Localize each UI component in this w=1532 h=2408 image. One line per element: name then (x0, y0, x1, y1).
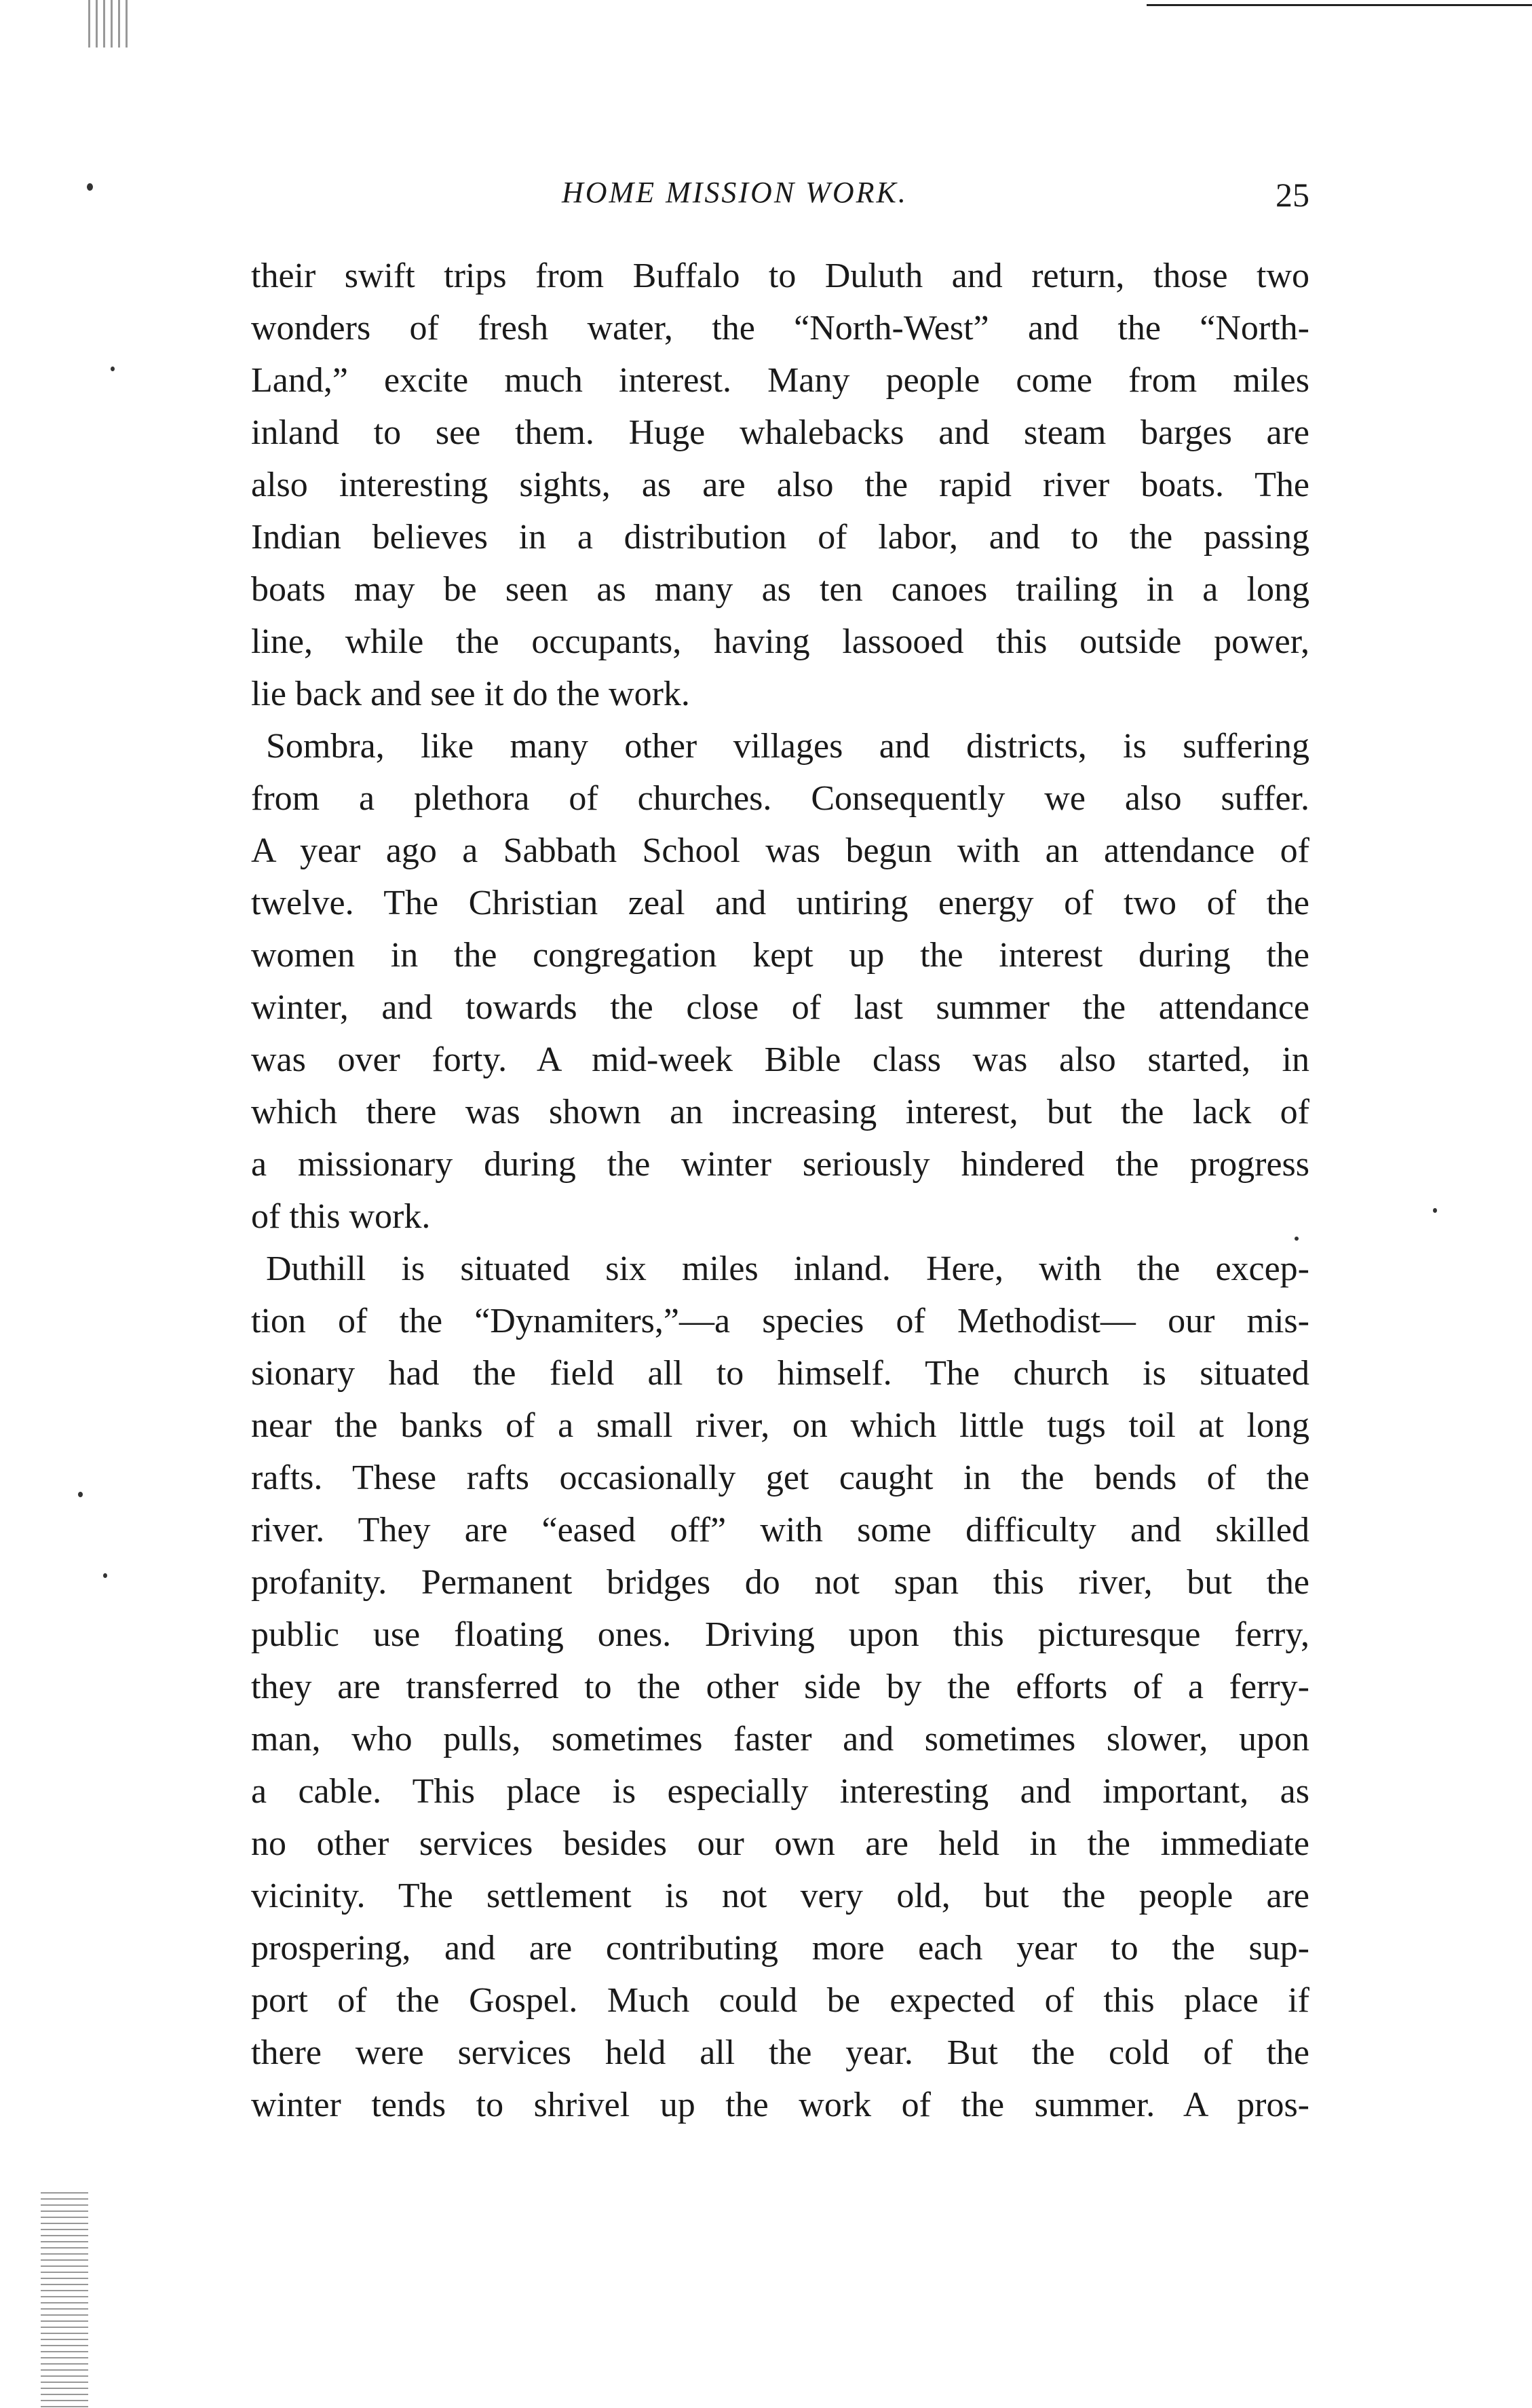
text-line: sionary had the field all to himself. The church is situated (251, 1354, 1309, 1393)
text-line: which there was shown an increasing interest, but the lack of (251, 1093, 1309, 1131)
text-line: a missionary during the winter seriously hindered the progress (251, 1145, 1309, 1184)
text-line: Land,” excite much interest. Many people come from miles (251, 361, 1309, 400)
margin-speck (78, 1492, 83, 1497)
text-line: Sombra, like many other villages and districts, is suffering (266, 727, 1309, 766)
scan-artifact-bottom (41, 2192, 88, 2408)
text-line: was over forty. A mid-week Bible class was also started, in (251, 1040, 1309, 1079)
margin-speck (103, 1573, 107, 1578)
margin-speck (1433, 1208, 1437, 1213)
text-line: profanity. Permanent bridges do not span this river, but the (251, 1563, 1309, 1602)
text-line: near the banks of a small river, on which little tugs toil at long (251, 1406, 1309, 1445)
text-line: winter tends to shrivel up the work of the summer. A pros- (251, 2086, 1309, 2124)
text-line: vicinity. The settlement is not very old, but the people are (251, 1877, 1309, 1915)
text-line: women in the congregation kept up the interest during the (251, 936, 1309, 975)
text-line: there were services held all the year. But the cold of the (251, 2033, 1309, 2072)
text-line: rafts. These rafts occasionally get caught in the bends of the (251, 1459, 1309, 1497)
margin-speck (87, 183, 93, 191)
text-line: twelve. The Christian zeal and untiring energy of two of the (251, 884, 1309, 922)
text-line: A year ago a Sabbath School was begun with an attendance of (251, 831, 1309, 870)
text-line: river. They are “eased off” with some difficulty and skilled (251, 1511, 1309, 1549)
paragraph (251, 1243, 1309, 2131)
margin-speck (111, 366, 115, 371)
text-line: wonders of fresh water, the “North-West” and the “North- (251, 309, 1309, 347)
text-line: public use floating ones. Driving upon this picturesque ferry, (251, 1615, 1309, 1654)
text-line: of this work. (251, 1197, 431, 1236)
text-line: Indian believes in a distribution of labor, and to the passing (251, 518, 1309, 557)
text-line: lie back and see it do the work. (251, 675, 690, 713)
text-line: from a plethora of churches. Consequently we also suffer. (251, 779, 1309, 818)
text-line: prospering, and are contributing more each year to the sup- (251, 1929, 1309, 1968)
paragraph (251, 720, 1309, 1243)
text-line: line, while the occupants, having lassooed this outside power, (251, 622, 1309, 661)
text-line: no other services besides our own are held in the immediate (251, 1824, 1309, 1863)
scan-artifact-top (88, 0, 129, 48)
page-header (251, 175, 1309, 229)
text-line: tion of the “Dynamiters,”—a species of Methodist— our mis- (251, 1302, 1309, 1340)
paragraph (251, 250, 1309, 720)
body-text (251, 250, 1309, 2131)
text-line: port of the Gospel. Much could be expected of this place if (251, 1981, 1309, 2020)
text-line: also interesting sights, as are also the rapid river boats. The (251, 466, 1309, 504)
page-number: 25 (1276, 176, 1309, 214)
text-line: winter, and towards the close of last summer the attendance (251, 988, 1309, 1027)
text-line: inland to see them. Huge whalebacks and steam barges are (251, 413, 1309, 452)
text-line: a cable. This place is especially interesting and important, as (251, 1772, 1309, 1811)
text-line: they are transferred to the other side by the efforts of a ferry- (251, 1668, 1309, 1706)
text-line: boats may be seen as many as ten canoes trailing in a long (251, 570, 1309, 609)
text-line: their swift trips from Buffalo to Duluth and return, those two (251, 257, 1309, 295)
top-edge-rule (1147, 4, 1532, 6)
text-line: Duthill is situated six miles inland. Here, with the excep- (266, 1249, 1309, 1288)
running-title: HOME MISSION WORK. (562, 176, 908, 209)
text-line: man, who pulls, sometimes faster and sometimes slower, upon (251, 1720, 1309, 1758)
